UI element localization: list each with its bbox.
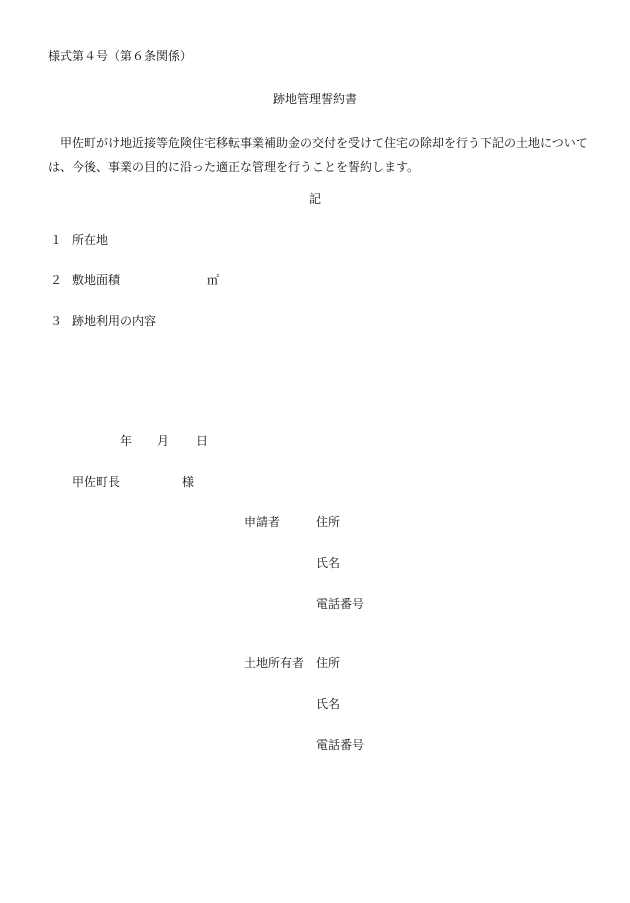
- landowner-name-label: 氏名: [316, 697, 341, 711]
- item-number-1: １: [50, 233, 63, 247]
- date-day-label: 日: [196, 434, 209, 448]
- landowner-phone-label: 電話番号: [316, 738, 365, 752]
- date-month-label: 月: [157, 434, 170, 448]
- addressee: 甲佐町長: [72, 475, 121, 489]
- item-label-site-area: 敷地面積: [72, 273, 121, 287]
- document-title: 跡地管理誓約書: [272, 92, 357, 106]
- landowner-address-label: 住所: [316, 656, 341, 670]
- applicant-name-label: 氏名: [316, 556, 341, 570]
- item-number-2: ２: [50, 273, 63, 287]
- honorific: 様: [182, 475, 195, 489]
- item-label-land-use: 跡地利用の内容: [72, 314, 157, 328]
- area-unit: ㎡: [207, 273, 220, 287]
- applicant-role: 申請者: [244, 515, 281, 529]
- item-label-location: 所在地: [72, 233, 109, 247]
- pledge-body-text: 甲佐町がけ地近接等危険住宅移転事業補助金の交付を受けて住宅の除却を行う下記の土地については、今後、事業の目的に沿った適正な管理を行うことを誓約します。: [48, 136, 588, 174]
- applicant-phone-label: 電話番号: [316, 597, 365, 611]
- form-number: 様式第４号（第６条関係）: [48, 49, 193, 63]
- applicant-address-label: 住所: [316, 515, 341, 529]
- ki-heading: 記: [308, 192, 321, 206]
- item-number-3: ３: [50, 314, 63, 328]
- date-year-label: 年: [120, 434, 133, 448]
- landowner-role: 土地所有者: [244, 656, 305, 670]
